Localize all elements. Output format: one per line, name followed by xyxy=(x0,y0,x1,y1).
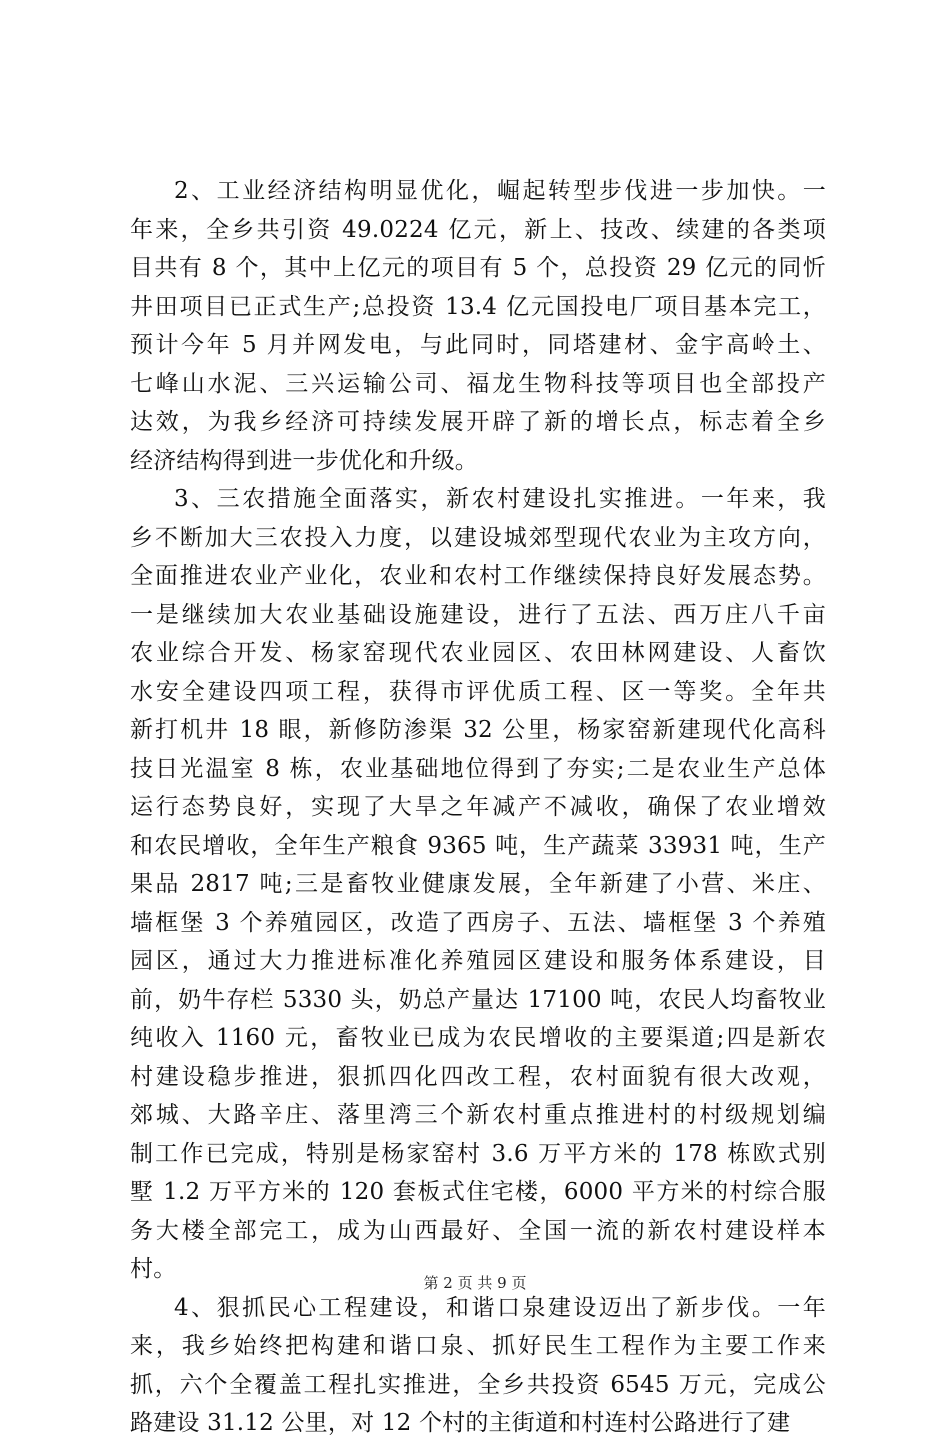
document-body xyxy=(130,172,826,1443)
text-line: 目共有 8 个，其中上亿元的项目有 5 个，总投资 29 亿元的同忻 xyxy=(130,255,826,281)
text-line: 水安全建设四项工程，获得市评优质工程、区一等奖。全年共 xyxy=(130,678,826,705)
text-line: 年来，全乡共引资 49.0224 亿元，新上、技改、续建的各类项 xyxy=(130,216,826,243)
text-line: 路建设 31.12 公里，对 12 个村的主街道和村连村公路进行了建 xyxy=(130,1410,791,1436)
paragraph-1 xyxy=(130,172,826,480)
text-line: 墙框堡 3 个养殖园区，改造了西房子、五法、墙框堡 3 个养殖 xyxy=(130,909,826,936)
text-line: 务大楼全部完工，成为山西最好、全国一流的新农村建设样本 xyxy=(130,1217,826,1244)
text-line: 井田项目已正式生产;总投资 13.4 亿元国投电厂项目基本完工， xyxy=(130,293,826,320)
text-line: 经济结构得到进一步优化和升级。 xyxy=(130,447,478,474)
page-footer: 第 2 页 共 9 页 xyxy=(423,1274,527,1292)
text-line: 和农民增收，全年生产粮食 9365 吨，生产蔬菜 33931 吨，生产 xyxy=(130,832,826,859)
text-line: 技日光温室 8 栋，农业基础地位得到了夯实;二是农业生产总体 xyxy=(130,755,826,782)
text-line: 农业综合开发、杨家窑现代农业园区、农田林网建设、人畜饮 xyxy=(130,640,826,666)
text-line: 抓，六个全覆盖工程扎实推进，全乡共投资 6545 万元，完成公 xyxy=(130,1371,826,1398)
text-line: 全面推进农业产业化，农业和农村工作继续保持良好发展态势。 xyxy=(130,563,826,589)
text-line: 4、狠抓民心工程建设，和谐口泉建设迈出了新步伐。一年 xyxy=(174,1294,826,1321)
text-line: 纯收入 1160 元，畜牧业已成为农民增收的主要渠道;四是新农 xyxy=(130,1025,826,1051)
text-line: 果品 2817 吨;三是畜牧业健康发展，全年新建了小营、米庄、 xyxy=(130,871,826,897)
text-line: 新打机井 18 眼，新修防渗渠 32 公里，杨家窑新建现代化高科 xyxy=(130,717,826,743)
paragraph-2 xyxy=(130,480,826,1289)
text-line: 一是继续加大农业基础设施建设，进行了五法、西万庄八千亩 xyxy=(130,601,826,628)
paragraph-3 xyxy=(130,1289,826,1443)
text-line: 七峰山水泥、三兴运输公司、福龙生物科技等项目也全部投产 xyxy=(130,370,826,397)
text-line: 预计今年 5 月并网发电，与此同时，同塔建材、金宇高岭土、 xyxy=(130,332,826,358)
text-line: 达效，为我乡经济可持续发展开辟了新的增长点，标志着全乡 xyxy=(130,409,826,435)
text-line: 前，奶牛存栏 5330 头，奶总产量达 17100 吨，农民人均畜牧业 xyxy=(130,986,826,1013)
text-line: 郊城、大路辛庄、落里湾三个新农村重点推进村的村级规划编 xyxy=(130,1102,826,1128)
text-line: 村建设稳步推进，狠抓四化四改工程，农村面貌有很大改观， xyxy=(130,1063,826,1090)
text-line: 村。 xyxy=(130,1256,177,1282)
text-line: 运行态势良好，实现了大旱之年减产不减收，确保了农业增效 xyxy=(130,794,826,820)
text-line: 墅 1.2 万平方米的 120 套板式住宅楼，6000 平方米的村综合服 xyxy=(130,1179,826,1205)
text-line: 制工作已完成，特别是杨家窑村 3.6 万平方米的 178 栋欧式别 xyxy=(130,1140,826,1167)
text-line: 园区，通过大力推进标准化养殖园区建设和服务体系建设，目 xyxy=(130,948,826,974)
text-line: 来，我乡始终把构建和谐口泉、抓好民生工程作为主要工作来 xyxy=(130,1333,826,1359)
text-line: 乡不断加大三农投入力度，以建设城郊型现代农业为主攻方向， xyxy=(130,524,826,551)
text-line: 2、工业经济结构明显优化，崛起转型步伐进一步加快。一 xyxy=(174,178,826,204)
text-line: 3、三农措施全面落实，新农村建设扎实推进。一年来，我 xyxy=(174,486,826,512)
